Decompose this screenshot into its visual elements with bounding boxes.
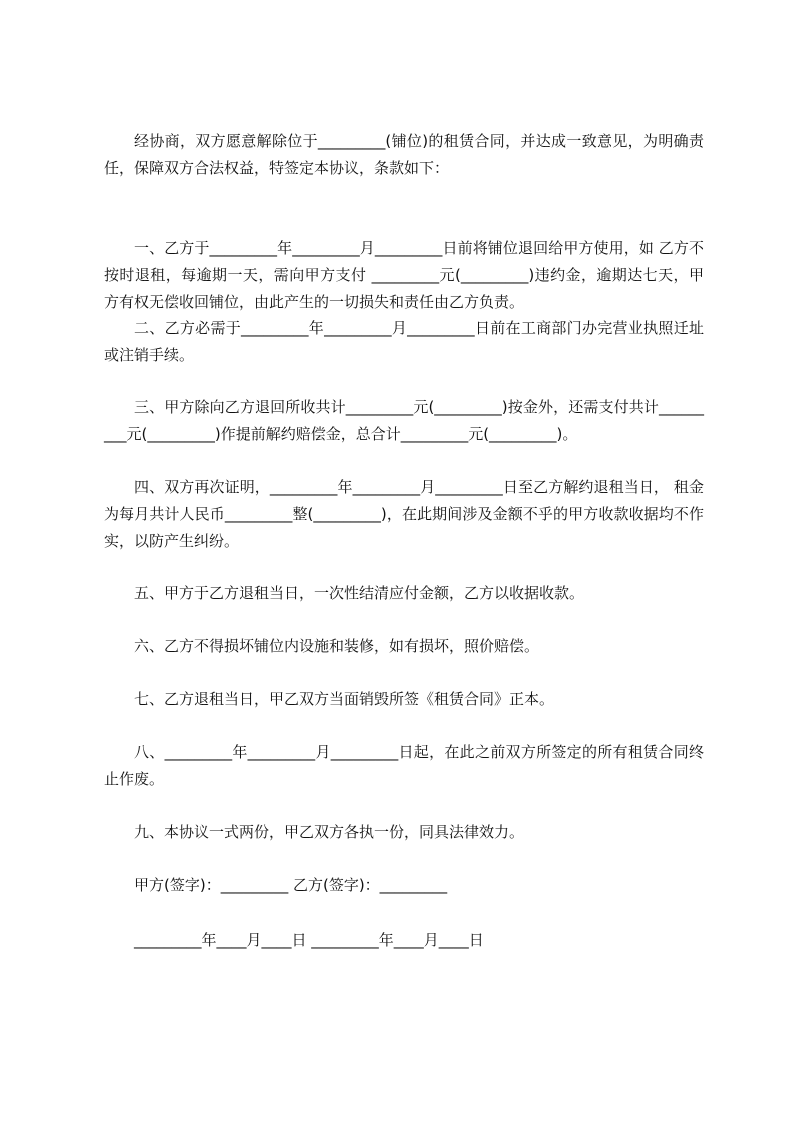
clause-5: 五、甲方于乙方退租当日，一次性结清应付金额，乙方以收据收款。: [134, 584, 585, 602]
clause-6: 六、乙方不得损坏铺位内设施和装修，如有损坏，照价赔偿。: [134, 637, 540, 655]
intro-paragraph: 经协商，双方愿意解除位于_________(铺位)的租赁合同，并达成一致意见，为明确责任，保障双方合法权益，特签定本协议，条款如下：: [104, 132, 704, 177]
clause-4: 四、双方再次证明，_________年_________月_________日至乙方解约退租当日， 租金为每月共计人民币_________整(_________)，在此期间涉及金额不乎的甲方收款收据均不作实，以防产生纠纷。: [104, 478, 704, 550]
date-line: _________年____月____日 _________年____月____日: [134, 931, 484, 949]
clause-1: 一、乙方于_________年_________月_________日前将铺位退回给甲方使用，如 乙方不按时退租，每逾期一天，需向甲方支付 _________元(_________)违约金，逾期达七天，甲方有权无偿收回铺位，由此产生的一切损失和责任由乙方负责。: [104, 239, 704, 311]
clause-2: 二、乙方必需于_________年_________月_________日前在工商部门办完营业执照迁址或注销手续。: [104, 319, 704, 364]
signature-line: 甲方(签字)：_________ 乙方(签字)：_________: [134, 876, 448, 894]
clause-3: 三、甲方除向乙方退回所收共计_________元(_________)按金外，还需支付共计_________元(_________)作提前解约赔偿金，总合计_________元(_________)。: [104, 398, 704, 443]
clause-7: 七、乙方退租当日，甲乙双方当面销毁所签《租赁合同》正本。: [134, 690, 555, 708]
clause-9: 九、本协议一式两份，甲乙双方各执一份，同具法律效力。: [134, 823, 525, 841]
clause-8: 八、_________年_________月_________日起，在此之前双方所签定的所有租赁合同终止作废。: [104, 743, 704, 788]
